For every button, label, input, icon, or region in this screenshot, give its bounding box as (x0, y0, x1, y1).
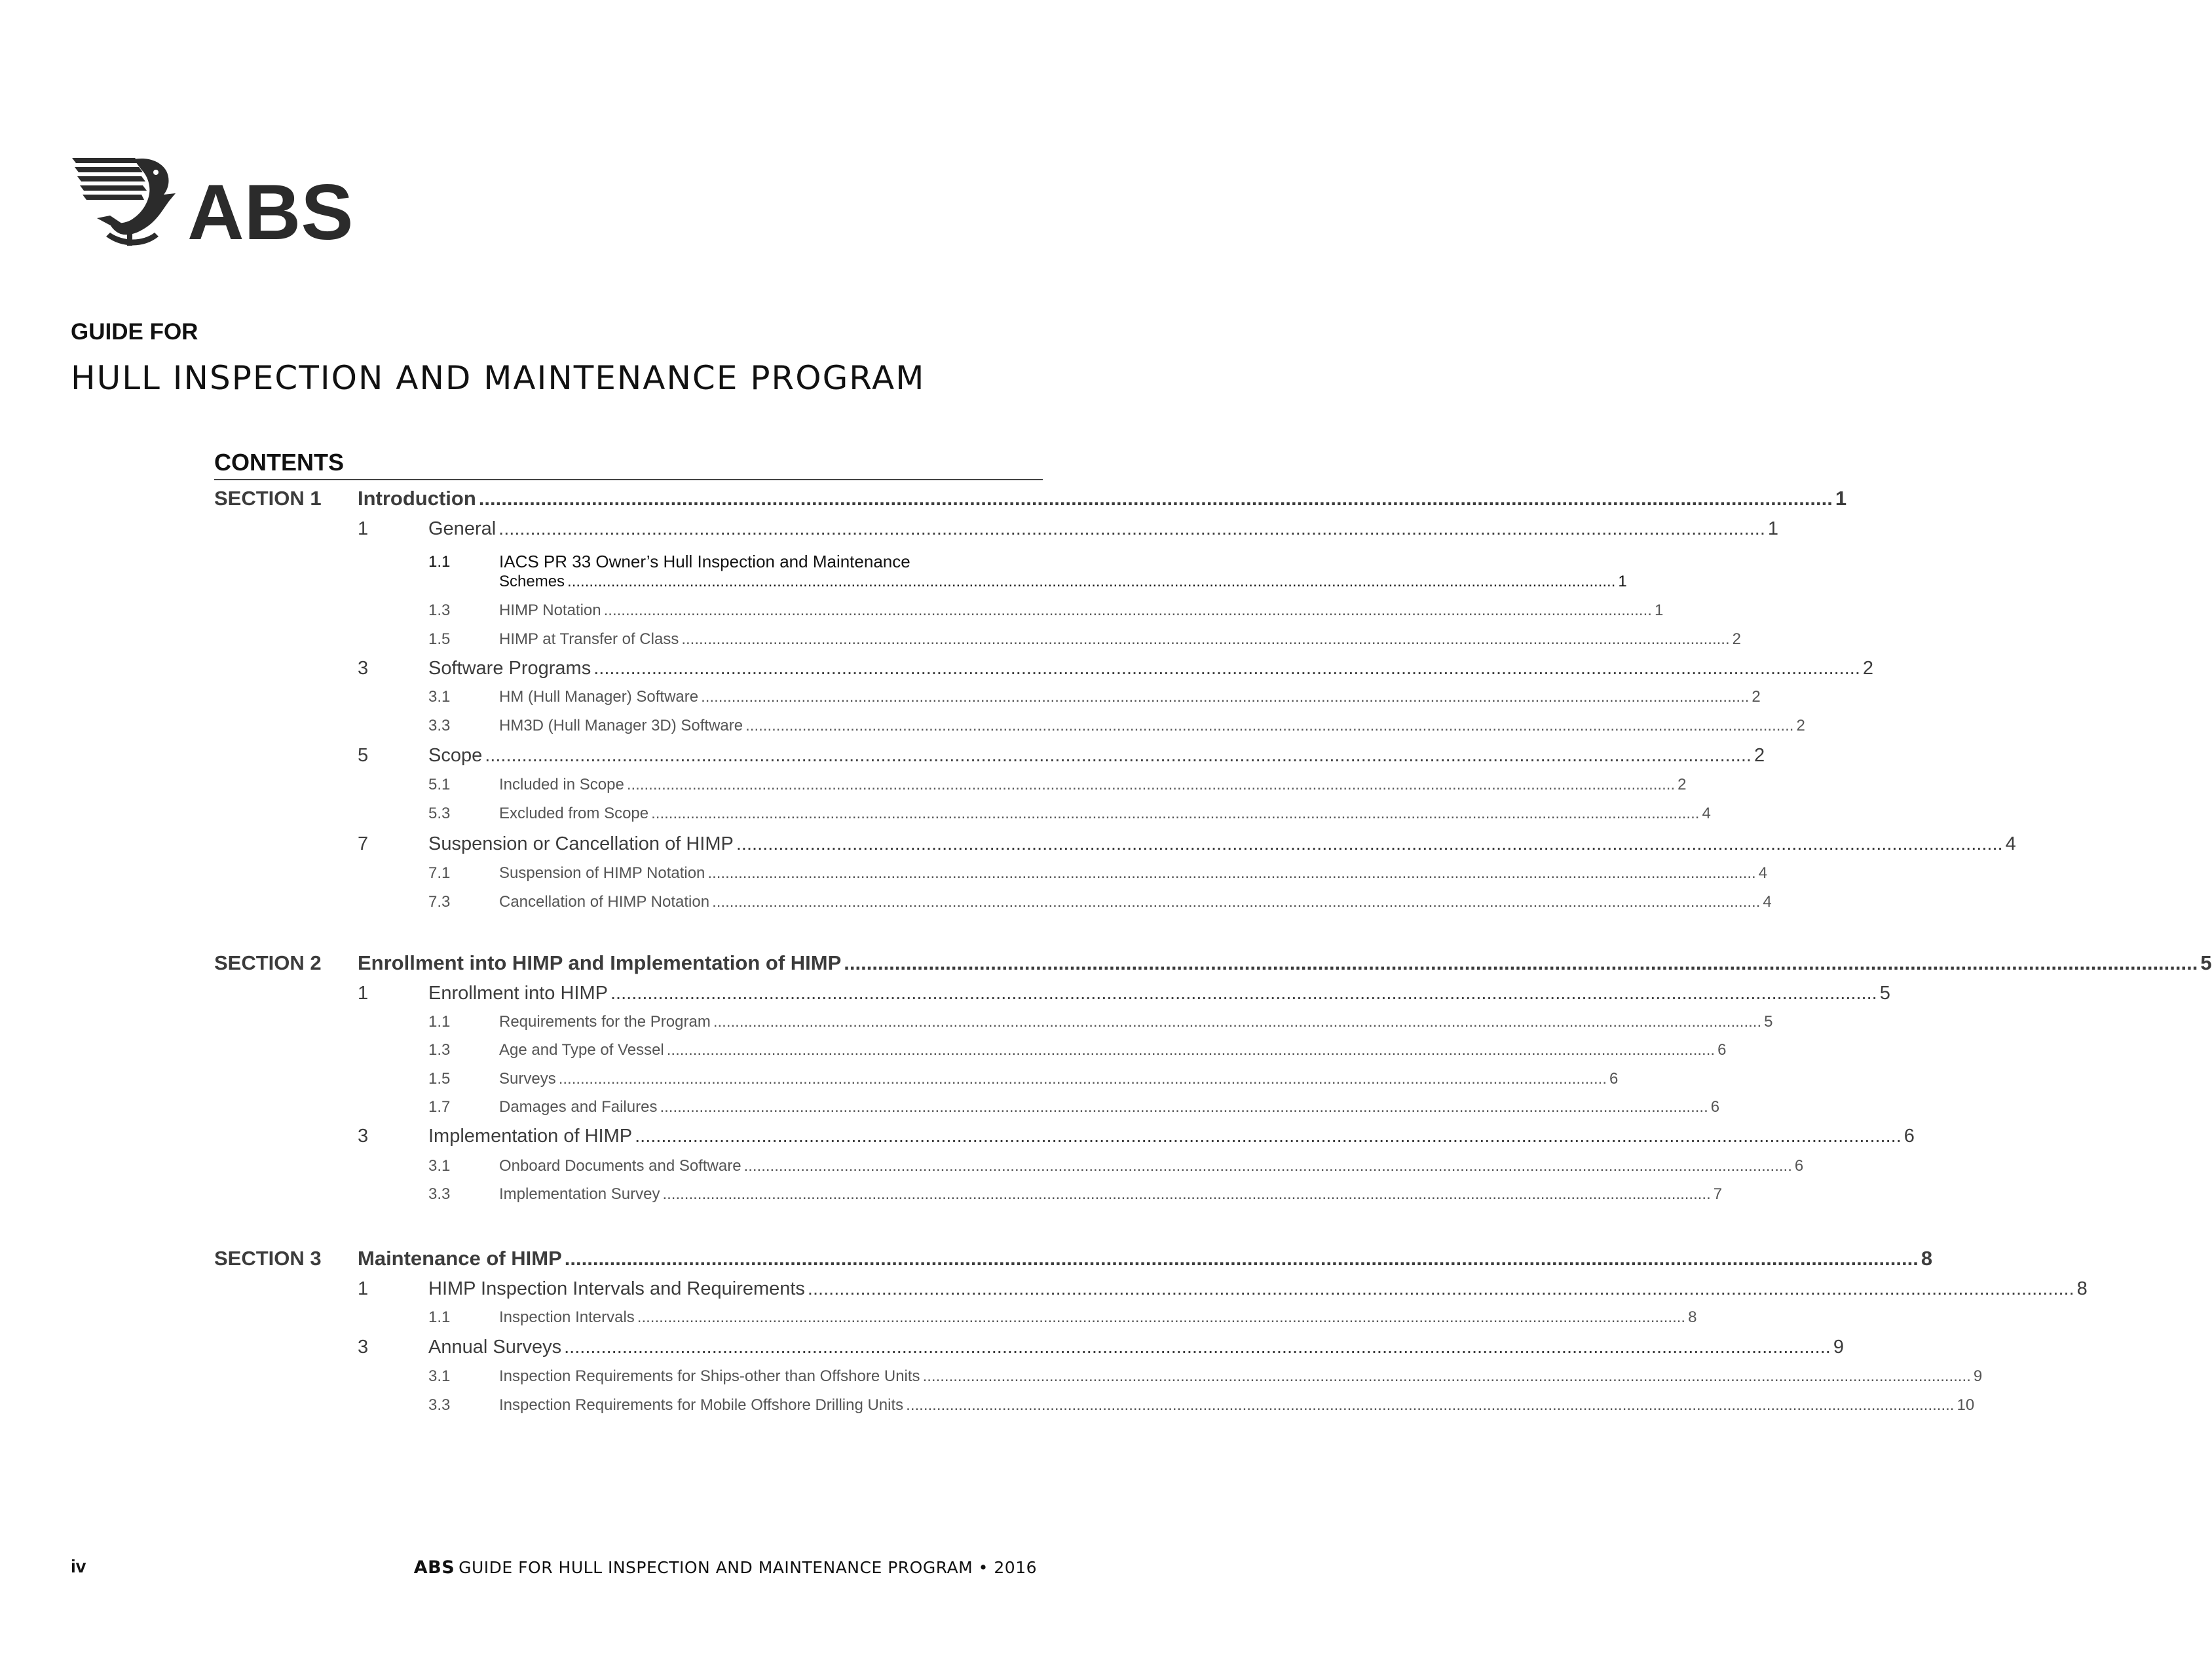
subitem-title: HM3D (Hull Manager 3D) Software (499, 717, 743, 734)
dot-leader (565, 1247, 1919, 1270)
page-number: 6 (1794, 1157, 1804, 1175)
section-label: SECTION 3 (214, 1247, 322, 1270)
dot-leader (485, 745, 1752, 767)
item-title: HIMP Inspection Intervals and Requirements (428, 1278, 805, 1299)
item-title: Implementation of HIMP (428, 1126, 633, 1147)
subitem-title: Excluded from Scope (499, 805, 649, 822)
subitem-number: 1.7 (428, 1098, 451, 1116)
subitem-line (499, 893, 1772, 911)
document-title: HULL INSPECTION AND MAINTENANCE PROGRAM (71, 359, 926, 397)
dot-leader (637, 1308, 1685, 1327)
dot-leader (923, 1367, 1971, 1386)
dot-leader (681, 630, 1729, 649)
item-line (428, 983, 1890, 1004)
item-title: Scope (428, 745, 483, 766)
item-title: Suspension or Cancellation of HIMP (428, 833, 734, 854)
section-label: SECTION 2 (214, 951, 322, 974)
subitem-number: 1.1 (428, 1308, 451, 1326)
item-line (428, 1337, 1844, 1358)
guide-for-label: GUIDE FOR (71, 319, 198, 345)
page-number: 8 (1921, 1247, 1933, 1270)
dot-leader (712, 893, 1760, 911)
dot-leader (498, 518, 1765, 540)
page-number: 5 (2200, 951, 2212, 974)
subitem-number: 3.1 (428, 688, 451, 706)
dot-leader (564, 1337, 1831, 1358)
subitem-line (499, 805, 1711, 823)
footer-page-number: iv (71, 1556, 86, 1576)
subitem-title: Included in Scope (499, 776, 624, 793)
page-number: 6 (1717, 1041, 1727, 1059)
item-line (428, 518, 1779, 540)
page-number: 1 (1654, 601, 1664, 619)
dot-leader (808, 1278, 2074, 1300)
subitem-line (499, 630, 1741, 649)
subitem-number: 3.1 (428, 1157, 451, 1175)
dot-leader (701, 688, 1749, 706)
footer-title-text: GUIDE FOR HULL INSPECTION AND MAINTENANCE PROGRAM • 2016 (459, 1558, 1037, 1577)
section-title-line (358, 951, 2212, 975)
dot-leader (660, 1098, 1708, 1116)
subitem-line (499, 717, 1805, 735)
subitem-line (499, 1396, 1975, 1415)
page-number: 5 (1764, 1013, 1773, 1031)
page-number: 2 (1862, 658, 1874, 679)
page-number: 4 (2005, 833, 2016, 854)
dot-leader (479, 487, 1833, 510)
page-number: 2 (1753, 745, 1765, 766)
subitem-line (499, 1013, 1773, 1031)
subitem-title: Implementation Survey (499, 1185, 660, 1203)
subitem-line (499, 864, 1768, 883)
dot-leader (604, 601, 1652, 620)
item-title: General (428, 518, 497, 539)
subitem-number: 1.3 (428, 1041, 451, 1059)
item-line (428, 1278, 2088, 1300)
item-title: Software Programs (428, 658, 591, 679)
dot-leader (559, 1070, 1607, 1088)
subitem-title-line1: IACS PR 33 Owner’s Hull Inspection and Maintenance (499, 552, 910, 571)
subitem-number: 7.1 (428, 864, 451, 882)
subitem-line (499, 1157, 1804, 1175)
subitem-line (499, 688, 1761, 706)
subitem-line (499, 1308, 1697, 1327)
dot-leader (906, 1396, 1954, 1415)
item-number: 1 (358, 1278, 369, 1299)
section-title-line (358, 487, 1847, 510)
page-number: 9 (1973, 1367, 1983, 1385)
subitem-title: Surveys (499, 1070, 556, 1088)
dot-leader (610, 983, 1877, 1004)
dot-leader (745, 717, 1793, 735)
page-number: 2 (1796, 717, 1805, 734)
subitem-number: 1.3 (428, 601, 451, 619)
dot-leader (844, 951, 2198, 975)
dot-leader (744, 1157, 1792, 1175)
dot-leader (627, 776, 1675, 794)
subitem-title: Requirements for the Program (499, 1013, 711, 1031)
page-number: 8 (1688, 1308, 1697, 1326)
page-number: 5 (1879, 983, 1890, 1004)
footer-running-title (414, 1557, 1037, 1578)
subitem-title: Inspection Requirements for Ships-other than Offshore Units (499, 1367, 920, 1385)
subitem-number: 1.1 (428, 553, 451, 571)
dot-leader (567, 573, 1615, 591)
page-number: 4 (1763, 893, 1772, 911)
subitem-number: 3.1 (428, 1367, 451, 1385)
item-number: 3 (358, 1126, 369, 1147)
item-line (428, 833, 2016, 855)
section-title: Maintenance of HIMP (358, 1247, 562, 1270)
page-number: 9 (1833, 1337, 1844, 1358)
logo-text: ABS (187, 168, 354, 256)
page-number: 4 (1758, 864, 1768, 882)
item-number: 7 (358, 833, 369, 854)
subitem-title: Cancellation of HIMP Notation (499, 893, 710, 911)
subitem-title: Age and Type of Vessel (499, 1041, 664, 1059)
subitem-title: Schemes (499, 573, 565, 590)
subitem-number: 1.1 (428, 1013, 451, 1031)
subitem-line (499, 1070, 1619, 1088)
page-number: 6 (1710, 1098, 1720, 1116)
subitem-number: 5.1 (428, 776, 451, 793)
page-number: 7 (1713, 1185, 1723, 1203)
item-number: 1 (358, 518, 369, 539)
subitem-title: Suspension of HIMP Notation (499, 864, 705, 882)
item-number: 3 (358, 658, 369, 679)
page-number: 8 (2076, 1278, 2088, 1299)
item-title: Annual Surveys (428, 1337, 562, 1358)
page-number: 6 (1609, 1070, 1619, 1088)
item-line (428, 1126, 1915, 1147)
item-line (428, 745, 1765, 767)
page-number: 1 (1767, 518, 1779, 539)
dot-leader (667, 1041, 1715, 1059)
section-title: Enrollment into HIMP and Implementation of HIMP (358, 951, 842, 974)
dot-leader (736, 833, 2003, 855)
subitem-title: HIMP Notation (499, 601, 601, 619)
page-number: 1 (1835, 487, 1847, 510)
subitem-line (499, 1367, 1983, 1386)
subitem-number: 1.5 (428, 1070, 451, 1088)
section-title: Introduction (358, 487, 476, 510)
subitem-line (499, 601, 1664, 620)
subitem-line (499, 573, 1627, 591)
subitem-title: HM (Hull Manager) Software (499, 688, 699, 706)
page-number: 2 (1732, 630, 1741, 648)
subitem-line (499, 1185, 1723, 1204)
dot-leader (593, 658, 1860, 679)
subitem-title: Inspection Requirements for Mobile Offshore Drilling Units (499, 1396, 904, 1414)
page-number: 10 (1957, 1396, 1975, 1414)
item-number: 1 (358, 983, 369, 1004)
subitem-number: 3.3 (428, 1185, 451, 1203)
subitem-line (499, 1098, 1720, 1116)
subitem-title: Damages and Failures (499, 1098, 658, 1116)
dot-leader (651, 805, 1699, 823)
subitem-line (499, 1041, 1727, 1059)
section-title-line (358, 1247, 1933, 1270)
subitem-number: 3.3 (428, 1396, 451, 1414)
subitem-line (499, 776, 1687, 794)
subitem-title: Onboard Documents and Software (499, 1157, 741, 1175)
subitem-number: 5.3 (428, 805, 451, 822)
subitem-number: 3.3 (428, 717, 451, 734)
page-number: 1 (1618, 573, 1627, 590)
subitem-number: 7.3 (428, 893, 451, 911)
subitem-title: HIMP at Transfer of Class (499, 630, 679, 648)
dot-leader (662, 1185, 1710, 1204)
subitem-number: 1.5 (428, 630, 451, 648)
dot-leader (707, 864, 1755, 883)
subitem-title: Inspection Intervals (499, 1308, 635, 1326)
item-line (428, 658, 1874, 679)
dot-leader (635, 1126, 1902, 1147)
section-label: SECTION 1 (214, 487, 322, 510)
page-number: 2 (1752, 688, 1761, 706)
page-number: 2 (1678, 776, 1687, 793)
contents-heading: CONTENTS (214, 449, 344, 476)
footer-brand: ABS (413, 1557, 455, 1578)
page-number: 4 (1702, 805, 1711, 822)
item-title: Enrollment into HIMP (428, 983, 608, 1004)
dot-leader (713, 1013, 1761, 1031)
item-number: 3 (358, 1337, 369, 1358)
page-number: 6 (1903, 1126, 1915, 1147)
item-number: 5 (358, 745, 369, 766)
